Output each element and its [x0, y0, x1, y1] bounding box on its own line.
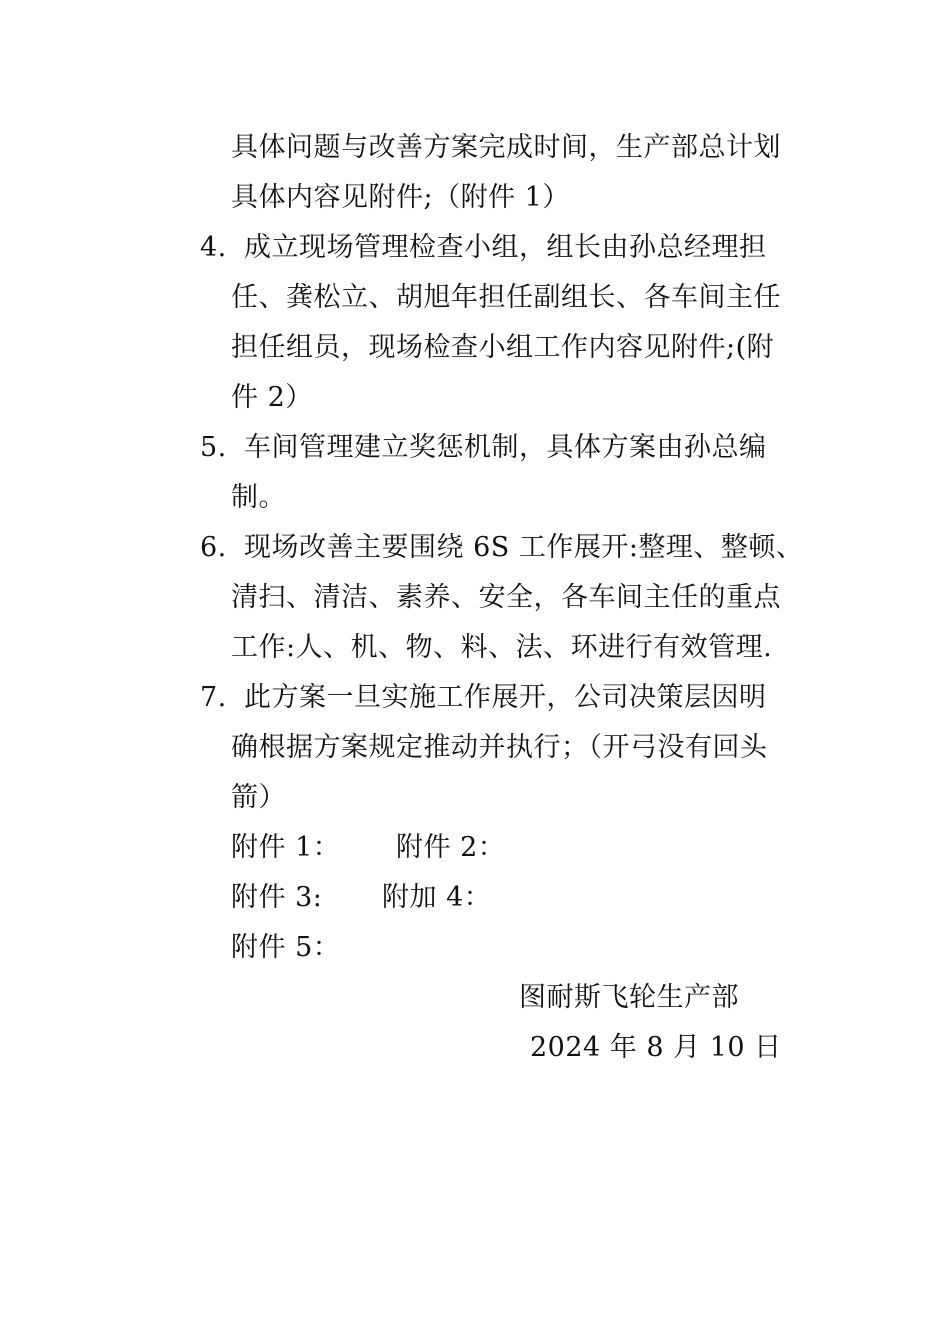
attachment-5-label: 附件 5：: [231, 932, 341, 963]
attachment-1-label: 附件 1：: [231, 832, 341, 863]
item-text: 成立现场管理检查小组，组长由孙总经理担: [244, 232, 767, 263]
attachment-2-label: 附件 2：: [396, 832, 506, 863]
item-6-line-3: 工作:人、机、物、料、法、环进行有效管理.: [231, 632, 773, 663]
item-4-line-3: 担任组员，现场检查小组工作内容见附件;(附: [231, 332, 775, 363]
item-5-line-2: 制。: [231, 482, 286, 513]
signature-department: 图耐斯飞轮生产部: [519, 982, 739, 1013]
list-item-4: [200, 230, 767, 266]
list-item-7: [200, 680, 767, 716]
list-item-5: [200, 430, 767, 466]
item-number: 6.: [200, 532, 227, 563]
item-number: 7.: [200, 682, 227, 713]
item-number: 5.: [200, 432, 227, 463]
attachment-3-label: 附件 3:: [231, 882, 323, 913]
item-4-line-4: 件 2）: [231, 382, 313, 413]
item-text: 车间管理建立奖惩机制，具体方案由孙总编: [244, 432, 767, 463]
continuation-line-1: 具体问题与改善方案完成时间，生产部总计划: [231, 132, 781, 163]
item-text: 现场改善主要围绕 6S 工作展开:整理、整顿、: [244, 532, 804, 563]
item-7-line-2: 确根据方案规定推动并执行；（开弓没有回头: [231, 732, 768, 763]
continuation-line-2: 具体内容见附件;（附件 1）: [231, 182, 570, 213]
item-text: 此方案一旦实施工作展开，公司决策层因明: [244, 682, 767, 713]
item-4-line-2: 任、龚松立、胡旭年担任副组长、各车间主任: [231, 282, 781, 313]
list-item-6: [200, 530, 803, 566]
signature-date: 2024 年 8 月 10 日: [530, 1032, 782, 1063]
item-6-line-2: 清扫、清洁、素养、安全，各车间主任的重点: [231, 582, 781, 613]
item-number: 4.: [200, 232, 227, 263]
item-7-line-3: 箭）: [231, 782, 286, 813]
attachment-4-label: 附加 4：: [382, 882, 492, 913]
